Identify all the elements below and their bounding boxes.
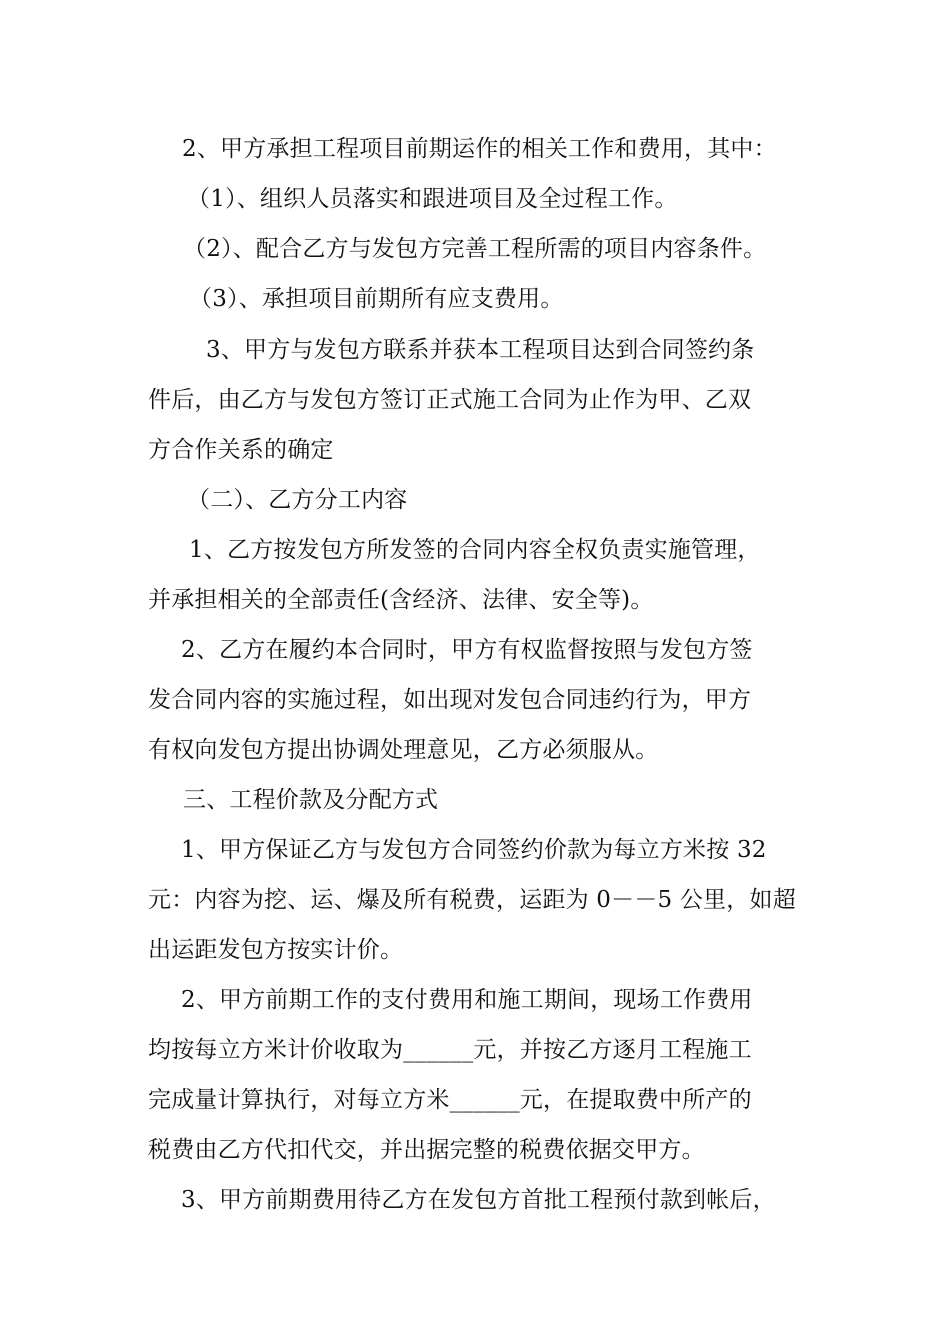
section-heading: 三、工程价款及分配方式 bbox=[183, 787, 439, 813]
paragraph-line: （2）、配合乙方与发包方完善工程所需的项目内容条件。 bbox=[183, 236, 767, 262]
paragraph-line: 1、甲方保证乙方与发包方合同签约价款为每立方米按 32 bbox=[181, 837, 767, 863]
paragraph-line: 均按每立方米计价收取为______元，并按乙方逐月工程施工 bbox=[148, 1037, 752, 1063]
paragraph-line: 发合同内容的实施过程，如出现对发包合同违约行为，甲方 bbox=[148, 687, 752, 713]
paragraph-line: 3、甲方前期费用待乙方在发包方首批工程预付款到帐后， bbox=[181, 1187, 776, 1213]
paragraph-line: 2、甲方承担工程项目前期运作的相关工作和费用，其中： bbox=[182, 136, 777, 162]
section-heading: （二）、乙方分工内容 bbox=[187, 487, 408, 513]
paragraph-line: （3）、承担项目前期所有应支费用。 bbox=[189, 286, 564, 312]
paragraph-line: 1、乙方按发包方所发签的合同内容全权负责实施管理， bbox=[189, 537, 761, 563]
paragraph-line: 元：内容为挖、运、爆及所有税费，运距为 0－－5 公里，如超 bbox=[148, 887, 796, 913]
paragraph-line: 3、甲方与发包方联系并获本工程项目达到合同签约条 bbox=[206, 337, 755, 363]
paragraph-line: 2、乙方在履约本合同时，甲方有权监督按照与发包方签 bbox=[181, 637, 753, 663]
paragraph-line: 2、甲方前期工作的支付费用和施工期间，现场工作费用 bbox=[181, 987, 753, 1013]
paragraph-line: 件后，由乙方与发包方签订正式施工合同为止作为甲、乙双 bbox=[148, 387, 752, 413]
paragraph-line: 有权向发包方提出协调处理意见，乙方必须服从。 bbox=[148, 737, 659, 763]
paragraph-line: 税费由乙方代扣代交，并出据完整的税费依据交甲方。 bbox=[148, 1137, 705, 1163]
paragraph-line: 出运距发包方按实计价。 bbox=[148, 937, 404, 963]
paragraph-line: 并承担相关的全部责任(含经济、法律、安全等)。 bbox=[148, 587, 654, 613]
paragraph-line: 方合作关系的确定 bbox=[148, 437, 334, 463]
paragraph-line: （1）、组织人员落实和跟进项目及全过程工作。 bbox=[187, 186, 678, 212]
paragraph-line: 完成量计算执行，对每立方米______元，在提取费中所产的 bbox=[148, 1087, 752, 1113]
